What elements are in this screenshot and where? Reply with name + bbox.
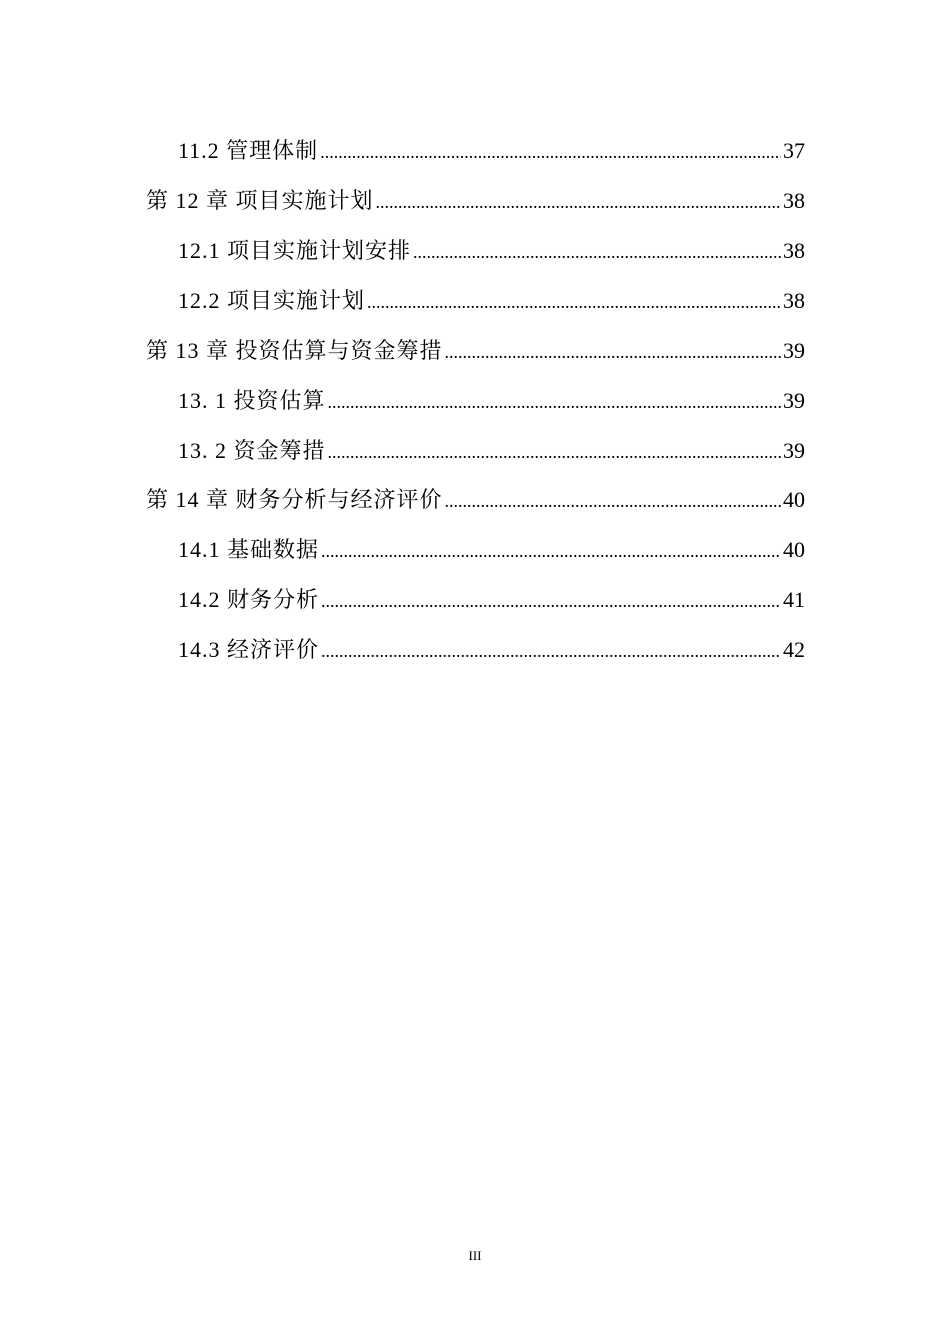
- toc-dot-leader: [367, 287, 781, 317]
- toc-entry-label: 12.1 项目实施计划安排: [178, 238, 412, 263]
- toc-entry-label: 14.2 财务分析: [178, 587, 320, 612]
- toc-dot-leader: [321, 636, 781, 666]
- toc-entry-label: 第 13 章 投资估算与资金筹措: [146, 338, 443, 363]
- toc-entry-page: 40: [783, 487, 805, 512]
- toc-entry-14-2[interactable]: [178, 585, 805, 615]
- toc-entry-label: 12.2 项目实施计划: [178, 288, 366, 313]
- toc-entry-page: 39: [783, 388, 805, 413]
- toc-entry-page: 38: [783, 288, 805, 313]
- toc-entry-label: 13. 1 投资估算: [178, 388, 326, 413]
- toc-entry-chapter-14[interactable]: [146, 485, 805, 515]
- toc-dot-leader: [321, 586, 781, 616]
- toc-entry-label: 14.3 经济评价: [178, 637, 320, 662]
- toc-entry-page: 40: [783, 537, 805, 562]
- page-number: III: [468, 1248, 482, 1263]
- toc-dot-leader: [320, 137, 781, 167]
- toc-dot-leader: [445, 337, 781, 367]
- toc-entry-page: 39: [783, 338, 805, 363]
- toc-entry-chapter-12[interactable]: [146, 186, 805, 216]
- toc-entry-label: 第 14 章 财务分析与经济评价: [146, 487, 443, 512]
- toc-dot-leader: [328, 437, 781, 467]
- toc-entry-14-1[interactable]: [178, 535, 805, 565]
- toc-entry-chapter-13[interactable]: [146, 336, 805, 366]
- toc-entry-13-2[interactable]: [178, 436, 805, 466]
- toc-dot-leader: [328, 387, 781, 417]
- toc-dot-leader: [376, 187, 781, 217]
- toc-entry-page: 41: [783, 587, 805, 612]
- toc-entry-label: 14.1 基础数据: [178, 537, 320, 562]
- toc-entry-page: 38: [783, 188, 805, 213]
- toc-entry-label: 13. 2 资金筹措: [178, 438, 326, 463]
- toc-entry-page: 38: [783, 238, 805, 263]
- toc-entry-page: 37: [783, 138, 805, 163]
- toc-entry-11-2[interactable]: [178, 136, 805, 166]
- toc-entry-page: 42: [783, 637, 805, 662]
- toc-entry-12-1[interactable]: [178, 236, 805, 266]
- toc-dot-leader: [445, 486, 781, 516]
- toc-entry-14-3[interactable]: [178, 635, 805, 665]
- toc-entry-label: 第 12 章 项目实施计划: [146, 188, 374, 213]
- toc-entry-13-1[interactable]: [178, 386, 805, 416]
- toc-dot-leader: [413, 237, 781, 267]
- toc-dot-leader: [321, 536, 781, 566]
- toc-entry-label: 11.2 管理体制: [178, 138, 319, 163]
- toc-entry-12-2[interactable]: [178, 286, 805, 316]
- toc-entry-page: 39: [783, 438, 805, 463]
